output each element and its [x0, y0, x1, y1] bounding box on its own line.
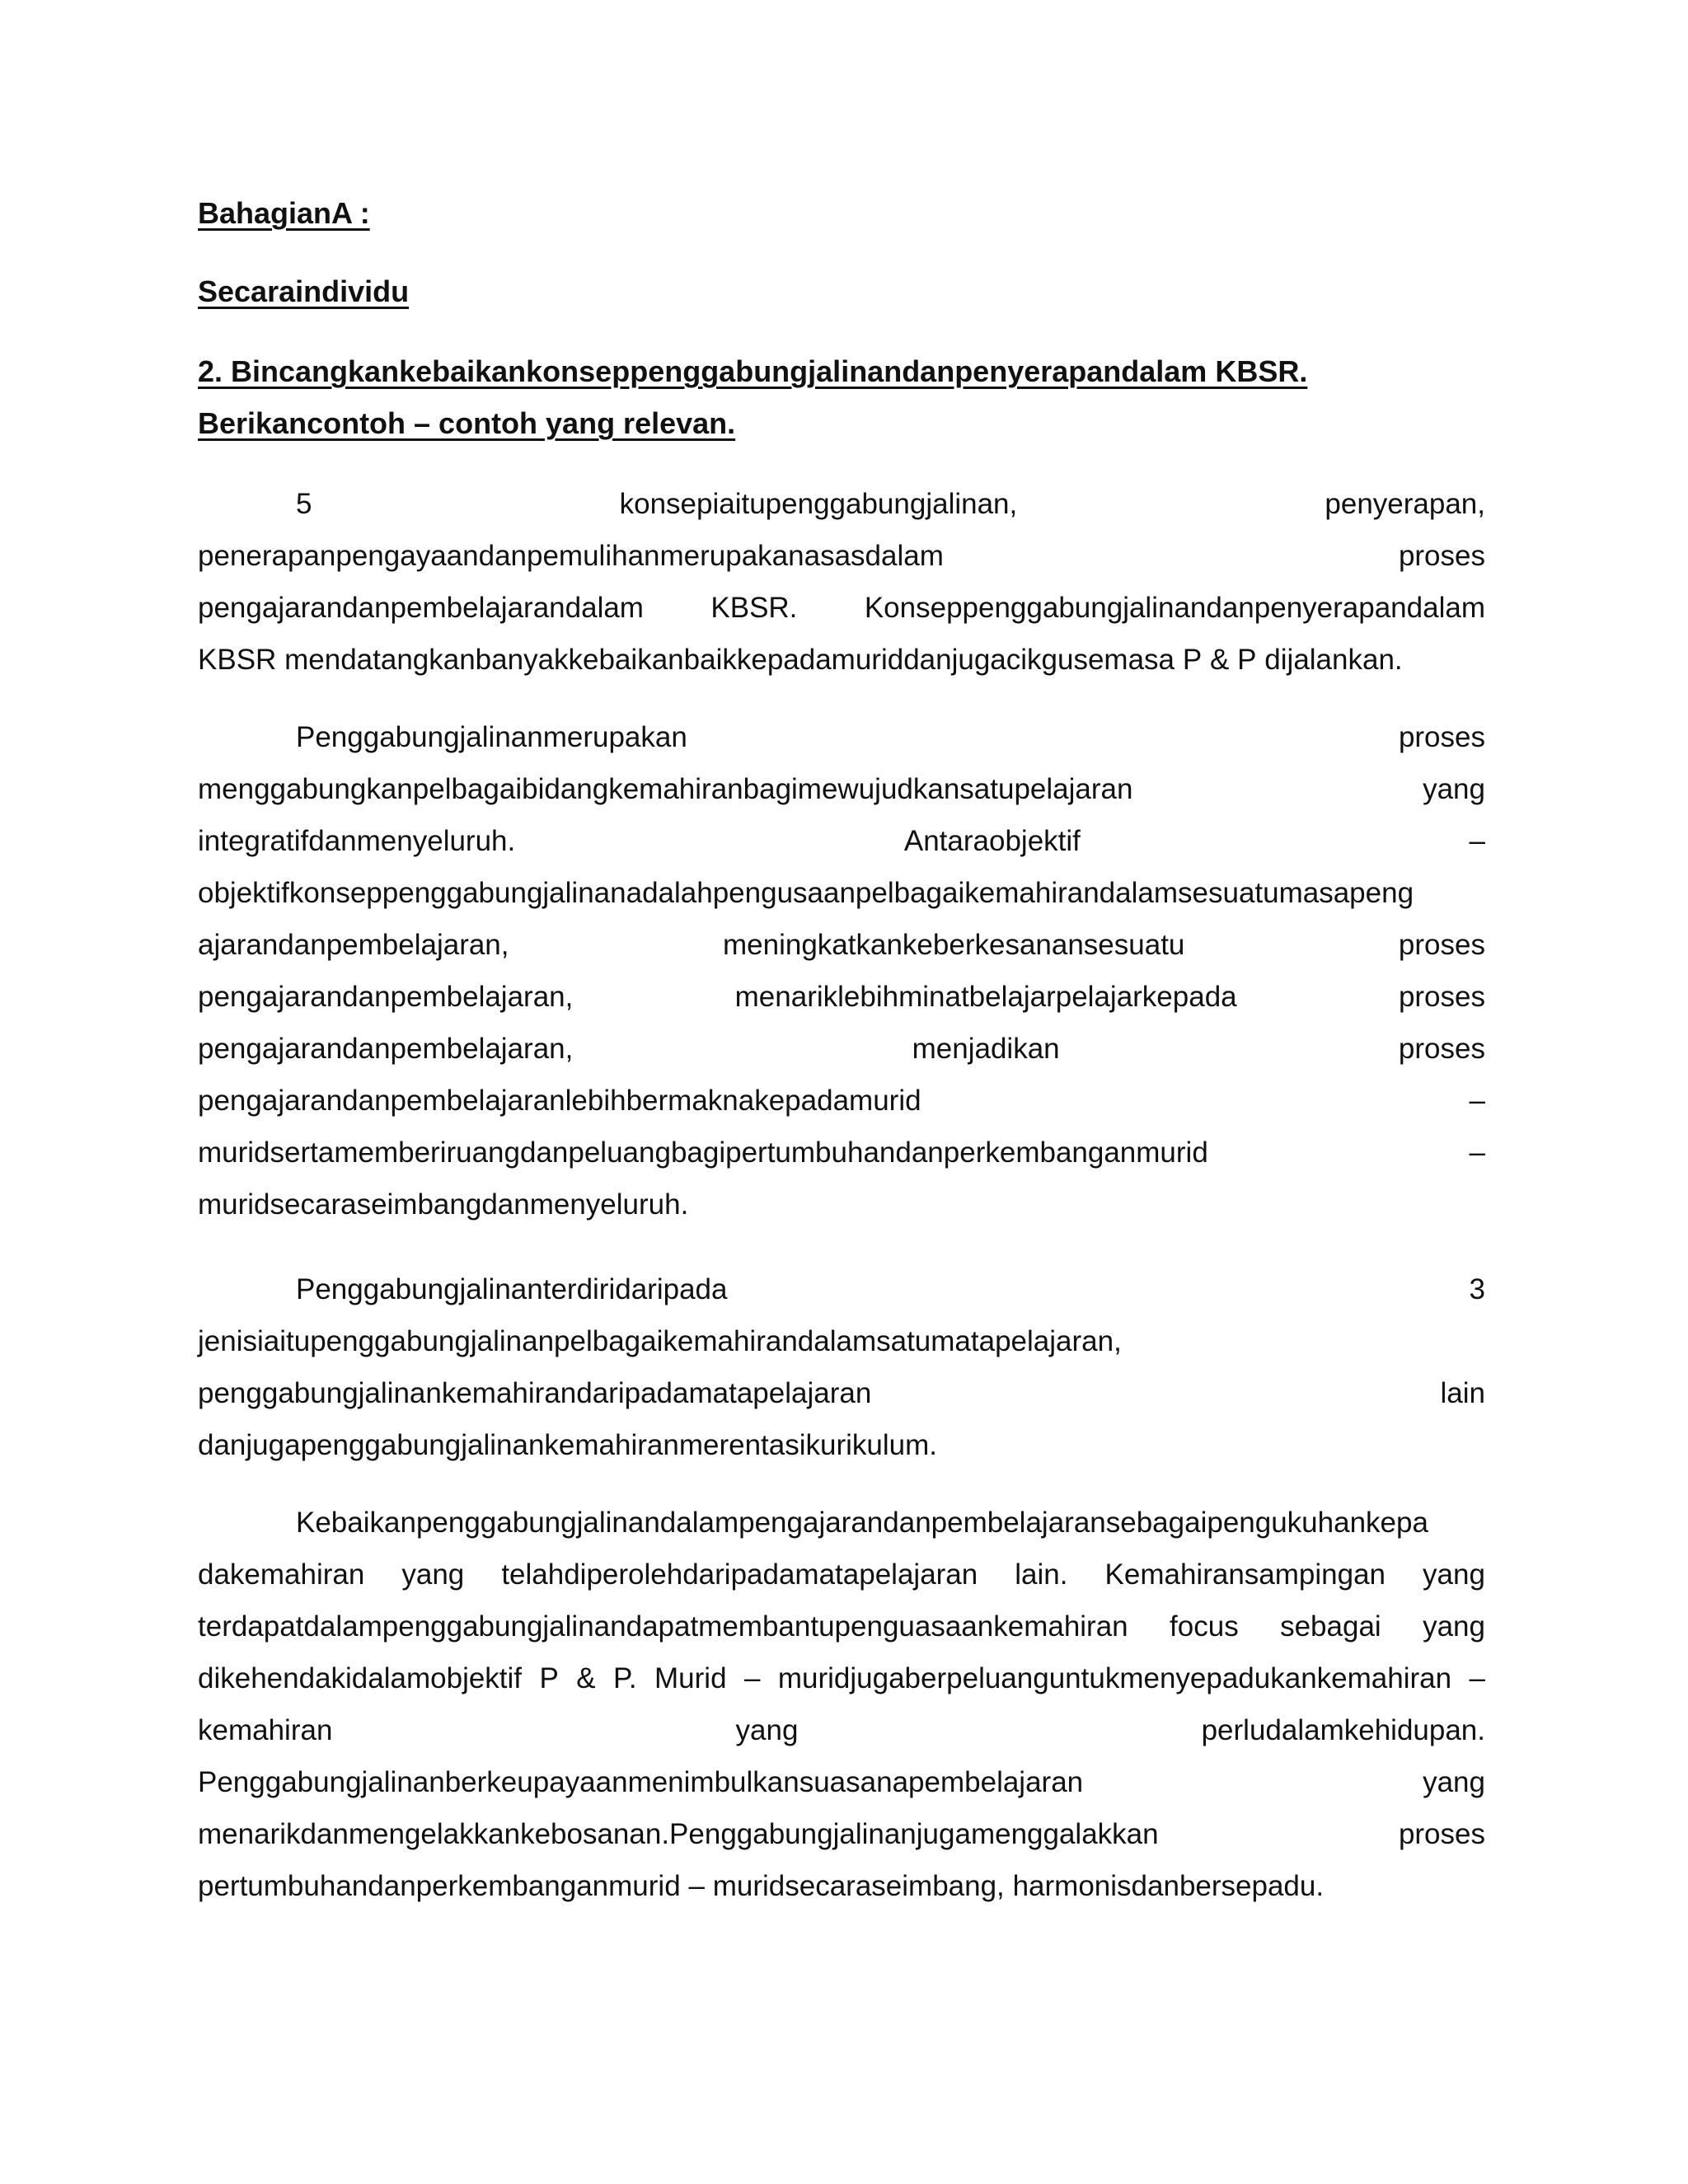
word: 3 [1469, 1273, 1485, 1305]
word: yang [735, 1714, 799, 1746]
paragraph-2-line-4 [198, 875, 1485, 912]
paragraph-2-line-5 [198, 927, 1485, 963]
word: focus [1170, 1610, 1239, 1643]
paragraph-3-line-1 [296, 1272, 1485, 1308]
paragraph-4-line-6 [198, 1765, 1485, 1801]
word: penggabungjalinankemahirandaripadamatapelajaran [198, 1377, 872, 1409]
word: sebagai [1280, 1610, 1381, 1643]
paragraph-2-line-7 [198, 1031, 1485, 1067]
word: muridsecaraseimbang, [712, 1870, 1005, 1902]
word: proses [1398, 1033, 1485, 1065]
word: muridsertamemberiruangdanpeluangbagipertumbuhandanperkembanganmurid [198, 1137, 1208, 1169]
paragraph-1-line-2 [198, 538, 1485, 574]
word: proses [1398, 540, 1485, 572]
word: harmonisdanbersepadu. [1012, 1870, 1325, 1902]
word: yang [1423, 773, 1485, 805]
word: yang [1423, 1610, 1485, 1643]
word: – [1469, 1137, 1485, 1169]
word: yang [1423, 1558, 1485, 1591]
word: integratifdanmenyeluruh. [198, 825, 516, 857]
paragraph-3-line-2 [198, 1324, 1485, 1360]
word: pengajarandanpembelajaran, [198, 1033, 574, 1065]
word: KBSR [198, 644, 277, 676]
word: Penggabungjalinanberkeupayaanmenimbulkansuasanapembelajaran [198, 1766, 1084, 1798]
word: – [1469, 825, 1485, 857]
word: objektifkonseppenggabungjalinanadalahpengusaanpelbagaikemahirandalamsesuatumasapeng [198, 877, 1414, 909]
word: proses [1398, 929, 1485, 961]
word: Konseppenggabungjalinandanpenyerapandalam [864, 592, 1485, 624]
paragraph-4-line-7 [198, 1816, 1485, 1853]
word: terdapatdalampenggabungjalinandapatmembantupenguasaankemahiran [198, 1610, 1128, 1643]
word: perludalamkehidupan. [1201, 1714, 1485, 1746]
word: & [1209, 644, 1230, 676]
word: Penggabungjalinanterdiridaripada [296, 1273, 728, 1305]
word: menarikdanmengelakkankebosanan.Penggabungjalinanjugamenggalakkan [198, 1818, 1159, 1850]
paragraph-2-line-9 [198, 1135, 1485, 1171]
paragraph-4-line-5 [198, 1713, 1485, 1749]
paragraph-2-line-3 [198, 823, 1485, 860]
word: – [688, 1870, 705, 1902]
word: – [1469, 1085, 1485, 1117]
word: Kebaikanpenggabungjalinandalampengajarandanpembelajaransebagaipengukuhankepa [296, 1507, 1428, 1539]
word: yang [1423, 1766, 1485, 1798]
word: muridjugaberpeluanguntukmenyepadukankemahiran [777, 1662, 1452, 1694]
word: P [539, 1662, 559, 1694]
word: KBSR. [710, 592, 798, 624]
paragraph-3-line-3 [198, 1376, 1485, 1412]
word: P [1182, 644, 1203, 676]
paragraph-2-line-1 [296, 719, 1485, 756]
word: danjugapenggabungjalinankemahiranmerentasikurikulum. [198, 1429, 937, 1461]
word: yang [401, 1558, 465, 1591]
paragraph-4-line-3 [198, 1609, 1485, 1645]
paragraph-1-line-3 [198, 590, 1485, 626]
word: pengajarandanpembelajaranlebihbermaknakepadamurid [198, 1085, 921, 1117]
word: menariklebihminatbelajarpelajarkepada [734, 981, 1237, 1013]
paragraph-1-line-1 [296, 486, 1485, 523]
section-heading: BahagianA : [198, 196, 370, 230]
word: telahdiperolehdaripadamatapelajaran [501, 1558, 978, 1591]
question-line-1: 2. Bincangkankebaikankonseppenggabungjalinandanpenyerapandalam KBSR. [198, 354, 1308, 388]
word: Penggabungjalinanmerupakan [296, 721, 687, 753]
word: P. [613, 1662, 637, 1694]
word: muridsecaraseimbangdanmenyeluruh. [198, 1188, 689, 1221]
word: dijalankan. [1264, 644, 1403, 676]
word: menjadikan [912, 1033, 1060, 1065]
paragraph-4-line-8 [198, 1868, 1485, 1905]
paragraph-2-line-6 [198, 979, 1485, 1015]
word: proses [1398, 1818, 1485, 1850]
word: menggabungkanpelbagaibidangkemahiranbagimewujudkansatupelajaran [198, 773, 1133, 805]
word: dikehendakidalamobjektif [198, 1662, 523, 1694]
word: pengajarandanpembelajarandalam [198, 592, 644, 624]
paragraph-3-line-4 [198, 1427, 1485, 1464]
question-line-2: Berikancontoh – contoh yang relevan. [198, 406, 736, 440]
word: ajarandanpembelajaran, [198, 929, 509, 961]
paragraph-1-line-4 [198, 642, 1485, 678]
word: – [743, 1662, 761, 1694]
word: pengajarandanpembelajaran, [198, 981, 574, 1013]
paragraph-4-line-2 [198, 1557, 1485, 1593]
paragraph-4-line-4 [198, 1661, 1485, 1697]
word: dakemahiran [198, 1558, 365, 1591]
word: Kemahiransampingan [1104, 1558, 1386, 1591]
paragraph-2-line-10 [198, 1187, 1485, 1223]
word: P [1237, 644, 1257, 676]
subsection-heading: Secaraindividu [198, 274, 410, 308]
word: konsepiaitupenggabungjalinan, [619, 488, 1018, 520]
paragraph-2-line-2 [198, 771, 1485, 808]
word: jenisiaitupenggabungjalinanpelbagaikemahirandalamsatumatapelajaran, [198, 1325, 1122, 1357]
paragraph-4-line-1 [296, 1505, 1485, 1541]
word: meningkatkankeberkesanansesuatu [723, 929, 1185, 961]
paragraph-2-line-8 [198, 1083, 1485, 1119]
word: penyerapan, [1325, 488, 1485, 520]
word: – [1469, 1662, 1485, 1694]
word: Antaraobjektif [903, 825, 1081, 857]
word: 5 [296, 488, 312, 520]
word: mendatangkanbanyakkebaikanbaikkepadamuriddanjugacikgusemasa [284, 644, 1175, 676]
word: proses [1398, 981, 1485, 1013]
word: pertumbuhandanperkembanganmurid [198, 1870, 681, 1902]
word: proses [1398, 721, 1485, 753]
word: & [576, 1662, 596, 1694]
word: penerapanpengayaandanpemulihanmerupakanasasdalam [198, 540, 944, 572]
word: Murid [654, 1662, 727, 1694]
word: lain [1440, 1377, 1485, 1409]
word: kemahiran [198, 1714, 333, 1746]
word: lain. [1015, 1558, 1068, 1591]
